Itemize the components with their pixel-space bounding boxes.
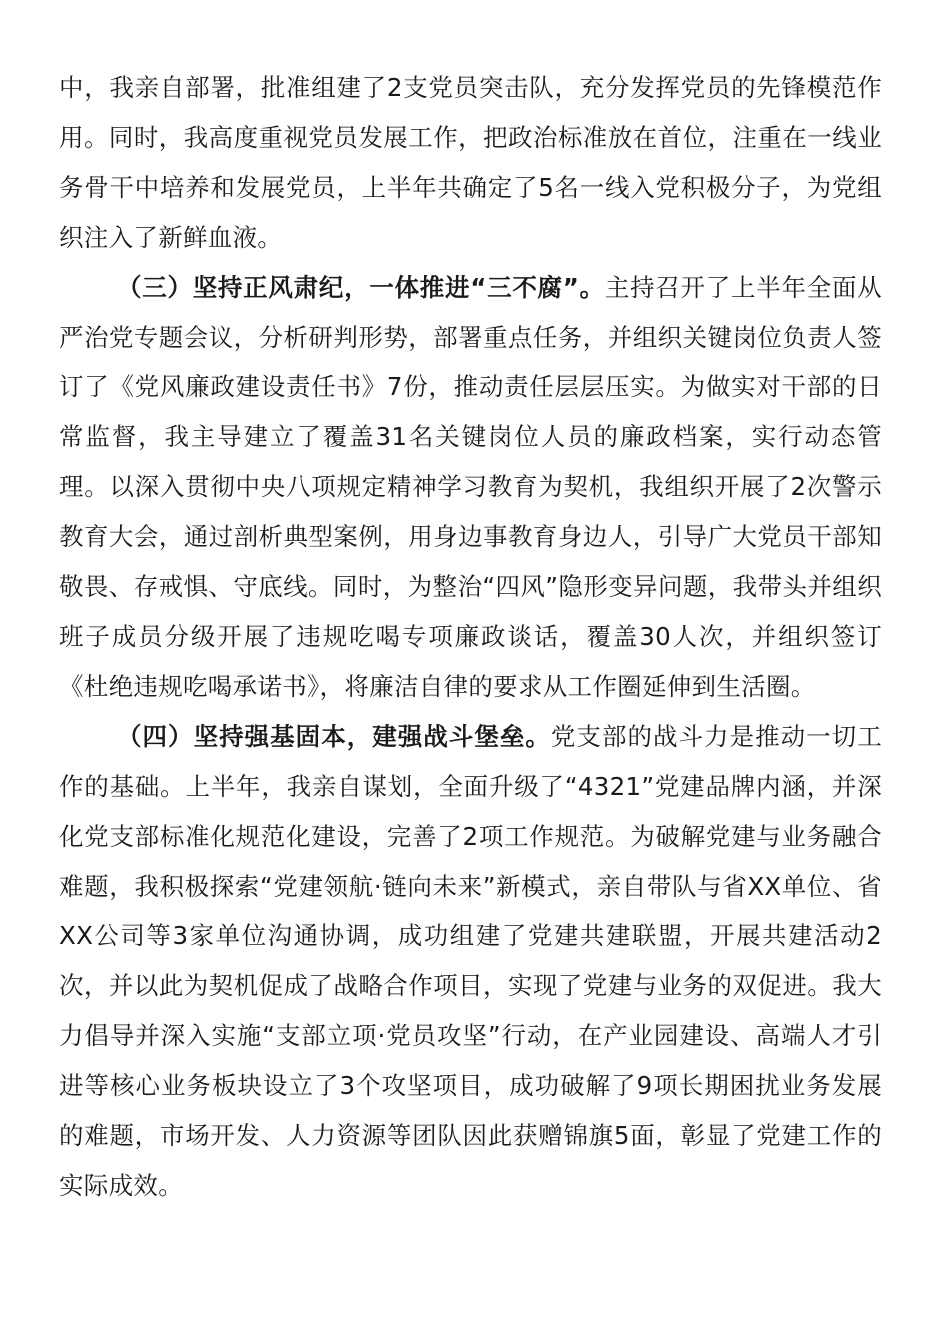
paragraph-section-four	[59, 712, 882, 1211]
paragraph-section-three	[59, 263, 882, 712]
section-heading: （四）坚持强基固本，建强战斗堡垒。	[117, 721, 551, 751]
paragraph-body: 主持召开了上半年全面从严治党专题会议，分析研判形势，部署重点任务，并组织关键岗位负责人签订了《党风廉政建设责任书》7份，推动责任层层压实。为做实对干部的日常监督，我主导建立了覆盖31名关键岗位人员的廉政档案，实行动态管理。以深入贯彻中央八项规定精神学习教育为契机，我组织开展了2次警示教育大会，通过剖析典型案例，用身边事教育身边人，引导广大党员干部知敬畏、存戒惧、守底线。同时，为整治“四风”隐形变异问题，我带头并组织班子成员分级开展了违规吃喝专项廉政谈话，覆盖30人次，并组织签订《杜绝违规吃喝承诺书》，将廉洁自律的要求从工作圈延伸到生活圈。	[59, 272, 882, 701]
paragraph-body: 中，我亲自部署，批准组建了2支党员突击队，充分发挥党员的先锋模范作用。同时，我高度重视党员发展工作，把政治标准放在首位，注重在一线业务骨干中培养和发展党员，上半年共确定了5名一线入党积极分子，为党组织注入了新鲜血液。	[59, 73, 882, 252]
paragraph-body: 党支部的战斗力是推动一切工作的基础。上半年，我亲自谋划，全面升级了“4321”党建品牌内涵，并深化党支部标准化规范化建设，完善了2项工作规范。为破解党建与业务融合难题，我积极探索“党建领航·链向未来”新模式，亲自带队与省XX单位、省XX公司等3家单位沟通协调，成功组建了党建共建联盟，开展共建活动2次，并以此为契机促成了战略合作项目，实现了党建与业务的双促进。我大力倡导并深入实施“支部立项·党员攻坚”行动，在产业园建设、高端人才引进等核心业务板块设立了3个攻坚项目，成功破解了9项长期困扰业务发展的难题，市场开发、人力资源等团队因此获赠锦旗5面，彰显了党建工作的实际成效。	[59, 721, 882, 1200]
section-heading: （三）坚持正风肃纪，一体推进“三不腐”。	[117, 272, 605, 302]
paragraph-continuation	[59, 63, 882, 263]
